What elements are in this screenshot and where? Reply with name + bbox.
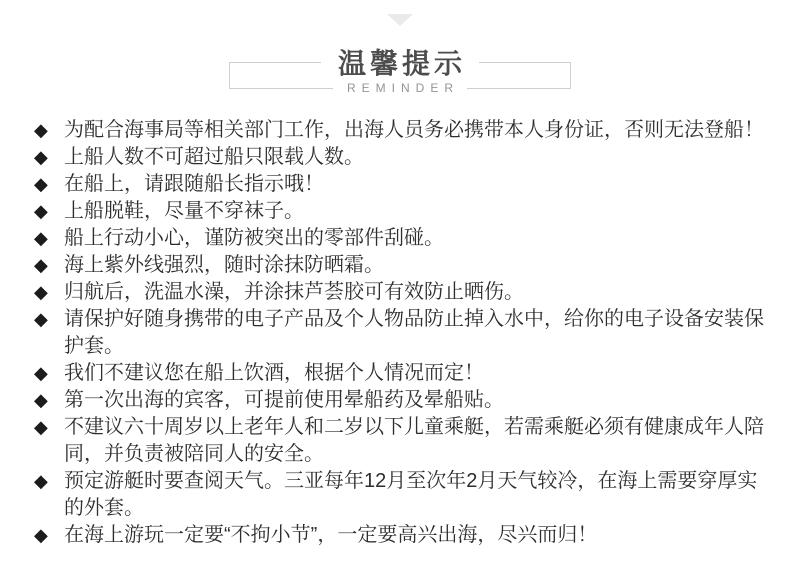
tip-text: 我们不建议您在船上饮酒，根据个人情况而定！ — [64, 362, 484, 384]
page-title: 温馨提示 — [338, 48, 467, 79]
bracket-vertical-right — [570, 62, 571, 88]
title-line-left — [229, 62, 321, 63]
tip-item — [34, 117, 775, 144]
tip-item — [34, 252, 775, 279]
diamond-bullet-icon: ◆ — [34, 363, 48, 383]
header-bracket-box — [229, 45, 571, 97]
tip-item — [34, 468, 775, 522]
diamond-bullet-icon: ◆ — [34, 282, 48, 302]
tip-item — [34, 171, 775, 198]
tip-item — [34, 522, 775, 549]
tip-item — [34, 144, 775, 171]
tip-text: 请保护好随身携带的电子产品及个人物品防止掉入水中，给你的电子设备安装保护套。 — [64, 308, 764, 357]
tip-item — [34, 360, 775, 387]
tip-text: 上船人数不可超过船只限载人数。 — [64, 146, 364, 168]
tip-item — [34, 198, 775, 225]
tip-text: 不建议六十周岁以上老年人和二岁以下儿童乘艇，若需乘艇必须有健康成年人陪同，并负责被陪同人的安全。 — [64, 416, 764, 465]
tip-item — [34, 279, 775, 306]
tip-item — [34, 306, 775, 360]
tip-text: 在船上，请跟随船长指示哦！ — [64, 173, 324, 195]
diamond-bullet-icon: ◆ — [34, 174, 48, 194]
diamond-bullet-icon: ◆ — [34, 525, 48, 545]
diamond-bullet-icon: ◆ — [34, 471, 48, 491]
tip-text: 归航后，洗温水澡，并涂抹芦荟胶可有效防止晒伤。 — [64, 281, 524, 303]
diamond-bullet-icon: ◆ — [34, 228, 48, 248]
tips-list — [34, 117, 775, 549]
title-row — [229, 45, 571, 79]
tip-item — [34, 225, 775, 252]
diamond-bullet-icon: ◆ — [34, 120, 48, 140]
diamond-bullet-icon: ◆ — [34, 390, 48, 410]
tip-item — [34, 414, 775, 468]
subtitle-row — [229, 79, 571, 97]
diamond-bullet-icon: ◆ — [34, 309, 48, 329]
tip-text: 为配合海事局等相关部门工作，出海人员务必携带本人身份证，否则无法登船！ — [64, 119, 764, 141]
tip-text: 海上紫外线强烈，随时涂抹防晒霜。 — [64, 254, 384, 276]
header — [0, 45, 800, 97]
bracket-vertical-left — [229, 62, 230, 88]
subtitle-line-right — [467, 88, 571, 89]
tip-text: 船上行动小心，谨防被突出的零部件刮碰。 — [64, 227, 444, 249]
tip-item — [34, 387, 775, 414]
diamond-bullet-icon: ◆ — [34, 417, 48, 437]
tip-text: 上船脱鞋，尽量不穿袜子。 — [64, 200, 304, 222]
diamond-bullet-icon: ◆ — [34, 201, 48, 221]
tip-text: 在海上游玩一定要“不拘小节”，一定要高兴出海，尽兴而归！ — [64, 524, 598, 546]
tip-text: 预定游艇时要查阅天气。三亚每年12月至次年2月天气较冷，在海上需要穿厚实的外套。 — [64, 470, 758, 519]
diamond-bullet-icon: ◆ — [34, 255, 48, 275]
diamond-bullet-icon: ◆ — [34, 147, 48, 167]
page-subtitle: REMINDER — [347, 81, 460, 95]
title-line-right — [479, 62, 571, 63]
tip-text: 第一次出海的宾客，可提前使用晕船药及晕船贴。 — [64, 389, 504, 411]
down-triangle-icon — [387, 14, 413, 26]
subtitle-line-left — [229, 88, 333, 89]
